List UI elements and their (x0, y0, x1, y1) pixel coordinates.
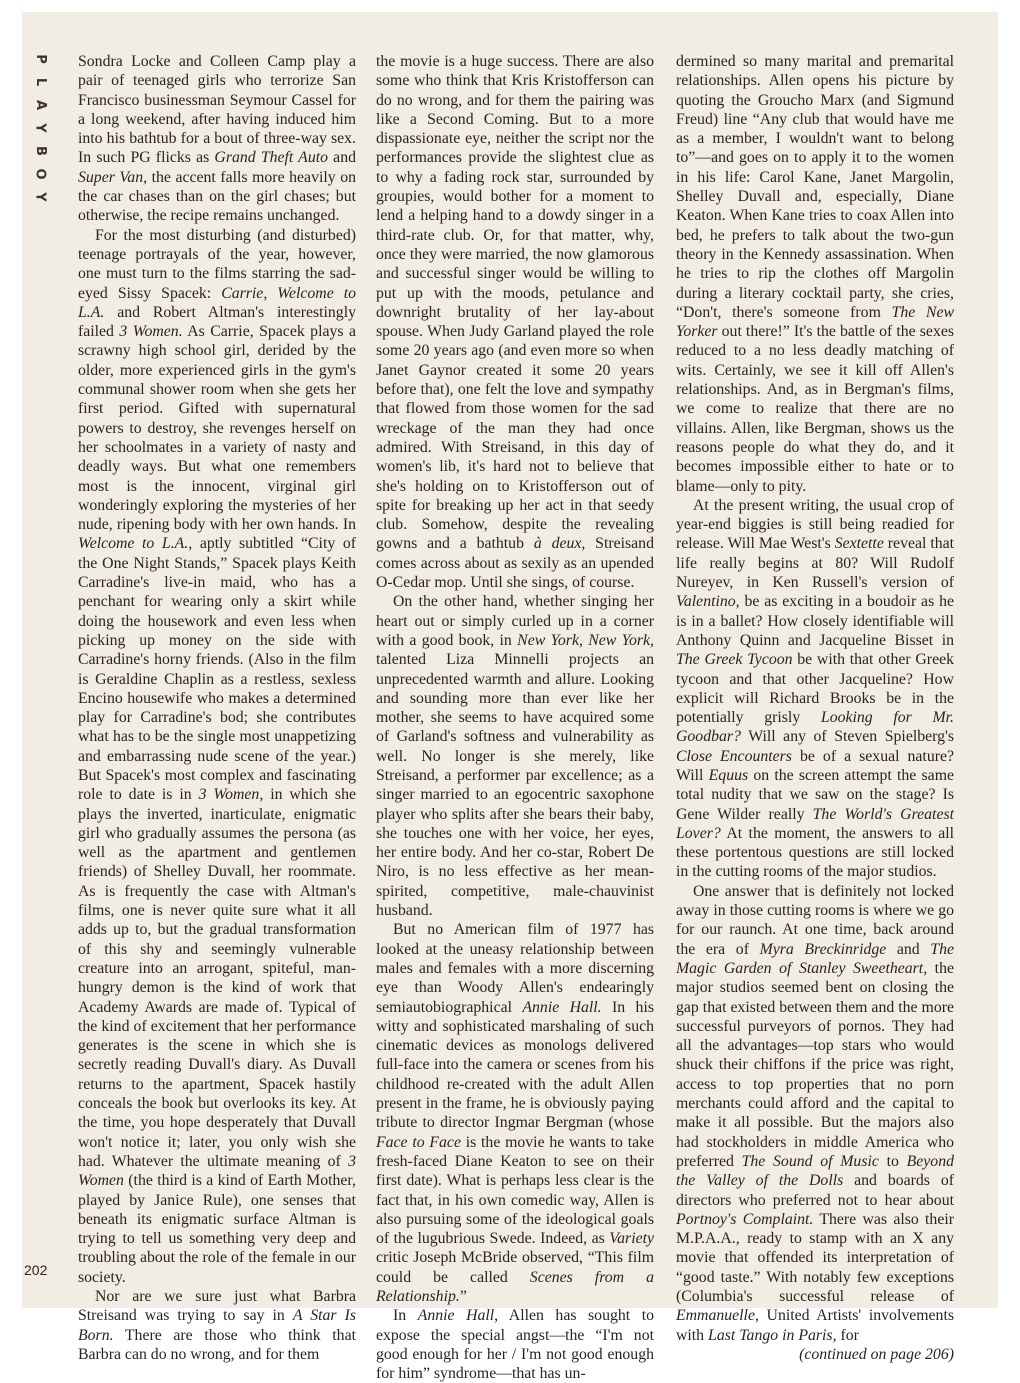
text-run: But no American film of 1977 has looked at the uneasy relationship between males and females with a more discerning eye than Woody Allen's endearingly semiautobiographical (376, 921, 654, 1016)
text-run: Allen has sought to expose the special angst—the “I'm not good enough for her / I'm not good enough for him” syndrome—that has un- (376, 1307, 654, 1383)
text-run: Streisand comes across about as sexily as an upended O-Cedar mop. Until she sings, of course. (376, 535, 654, 592)
italic-title: Myra Breckinridge (759, 940, 887, 958)
text-run: (the third is a kind of Earth Mother, played by Janice Rule), one senses that beneath its enigmatic surface Altman is trying to tell us something very deep and troubling about the role of the female in our society. (78, 1172, 356, 1286)
italic-title: Face to Face (376, 1133, 461, 1151)
text-run: Sondra Locke and Colleen Camp play a pair of teenaged girls who terrorize San Francisco businessman Seymour Cassel for a long weekend, after having induced him into his bathtub for a bout of three-way sex. In such PG flicks as (78, 53, 356, 167)
italic-title: Looking for Mr. Goodbar? (676, 709, 954, 746)
text-run: be with that other Greek tycoon and that other Jacqueline? How explicit will Richard Brooks be in the potentially grisly (676, 651, 954, 727)
text-run: United Artists' involvements with (676, 1307, 954, 1344)
italic-title: Scenes from a Relationship. (376, 1268, 654, 1305)
article-paragraph (376, 920, 654, 1306)
text-run: In (393, 1307, 418, 1325)
italic-title: Grand Theft Auto (214, 149, 329, 167)
text-run: There was also their M.P.A.A., ready to stamp with an X any movie that offended its interpretation of “good taste.” With notably few exceptions (Columbia's successful release of (676, 1210, 954, 1305)
italic-title: 3 Women, (198, 786, 264, 804)
masthead-letter: O (33, 168, 48, 180)
italic-title: Super Van, (78, 168, 148, 186)
text-run: Nor are we sure just what Barbra Streisand was trying to say in (78, 1288, 356, 1325)
italic-title: Emmanuelle, (676, 1307, 759, 1325)
masthead-letter: P (33, 54, 48, 64)
article-paragraph (676, 496, 954, 882)
playboy-masthead (30, 52, 50, 204)
text-run: the movie is a huge success. There are also some who think that Kris Kristofferson can do no wrong, and for them the pairing was like a Second Coming. But to a more dispassionate eye, neither the script nor the performances provide the slightest clue as to why a fading rock star, surrounded by groupies, would bother for a moment to lend a helping hand to a dowdy singer in a third-rate club. Or, for that matter, why, once they were married, the now glamorous and successful singer would be willing to put up with the moods, petulance and downright brutality of her lay-about spouse. When Judy Garland played the role some 20 years ago (and even more so when Janet Gaynor created it some 20 years before that), one felt the love and sympathy that flowed from those women for the sad wreckage of the man they had once admired. With Streisand, in this day of women's lib, it's hard not to believe that she's holding on to Kristofferson out of spite for breaking up her act in that seedy club. Somehow, despite the revealing gowns and a bathtub (376, 53, 654, 553)
text-run: At the present writing, the usual crop of year-end biggies is still being readied for release. Will Mae West's (676, 496, 954, 553)
article-paragraph (78, 52, 356, 226)
italic-title: Portnoy's Complaint. (676, 1210, 814, 1228)
article-paragraph (376, 592, 654, 920)
text-run: and (886, 940, 931, 958)
italic-title: The New Yorker (676, 303, 955, 341)
text-run: the major studios seemed bent on closing the gap that existed between them and the more successful purveyors of pornos. They had all the advantages—top stars who would shuck their chiffons if the price was right, access to top properties that no porn merchants could afford and the capital to make it all possible. But the majors also had stockholders in middle America who preferred (676, 959, 954, 1170)
italic-title: Welcome to L.A., (78, 535, 193, 553)
text-run: to (878, 1152, 907, 1170)
text-run: Will any of Steven Spielberg's (740, 728, 954, 746)
article-column-2 (376, 52, 654, 1383)
continued-jump-line: (continued on page 206) (799, 1345, 954, 1363)
italic-title: 3 Women. (119, 323, 183, 341)
text-run: be as exciting in a boudoir as he is in a ballet? How closely identifiable will Anthony Quinn and Jacqueline Bisset in (676, 593, 954, 649)
article-paragraph (78, 1287, 356, 1364)
text-run: talented Liza Minnelli projects an unprecedented warmth and allure. Looking and sounding more than ever like her mother, she seems to have acquired some of Garland's softness and vulnerability as well. No longer is she merely, like Streisand, a performer par excellence; as a singer married to an egocentric saxophone player who splits after she bears their baby, she touches one with her voice, her eyes, her entire body. And her co-star, Robert De Niro, is no less effective as her mean-spirited, competitive, male-chauvinist husband. (376, 651, 654, 920)
text-run: ” (459, 1288, 467, 1305)
text-run: be of a sexual nature? Will (676, 747, 954, 784)
text-run: As Carrie, Spacek plays a scrawny high school girl, derided by the older, more experienced girls in the gym's communal shower room when she gets her first period. Gifted with supernatural powers to destroy, she revenges herself on her schoolmates in a variety of nasty and deadly ways. But what one remembers most is the innocent, virginal girl wonderingly exploring the mysteries of her nude, ripening body with her own hands. In (78, 323, 356, 534)
text-run: on the screen attempt the same total nudity that we saw on the stage? Is Gene Wilder really (676, 766, 954, 823)
article-paragraph (376, 1306, 654, 1383)
text-run: for (836, 1326, 859, 1344)
text-run: and (328, 149, 356, 167)
text-run: aptly subtitled “City of the One Night Stands,” Spacek plays Keith Carradine's live-in maid, who has a penchant for wearing only a skirt while doing the housework and even less when picking up money on the side with Carradine's horny friends. (Also in the film is Geraldine Chaplin as a restless, sexless Encino housewife who makes a determined play for Carradine's bod; she contributes what has to be the single most unappetizing and embarrassing nude scene of the year.) But Spacek's most complex and fascinating role to date is in (78, 535, 356, 804)
masthead-letter: B (32, 146, 48, 156)
italic-title: Equus (708, 766, 749, 784)
italic-title: The World's Greatest Lover? (676, 805, 954, 842)
text-run: For the most disturbing (and disturbed) teenage portrayals of the year, however, one must turn to the films starring the sad-eyed Sissy Spacek: (78, 226, 356, 302)
italic-title: A Star Is Born. (78, 1307, 356, 1344)
italic-title: The Magic Garden of Stanley Sweetheart, (676, 940, 954, 977)
italic-title: Sextette (834, 535, 884, 553)
italic-title: New York, New York, (517, 631, 654, 649)
text-run: and Robert Altman's interestingly failed (78, 303, 356, 341)
article-column-1 (78, 52, 356, 1364)
italic-title: Last Tango in Paris, (708, 1326, 837, 1344)
italic-title: à deux, (533, 535, 586, 553)
text-run: One answer that is definitely not locked away in those cutting rooms is where we go for our raunch. At one time, back around the era of (676, 882, 954, 958)
masthead-letter: L (32, 77, 48, 87)
text-run: the accent falls more heavily on the car chases than on the girl chases; but otherwise, the recipe remains unchanged. (78, 168, 356, 225)
italic-title: Annie Hall, (417, 1307, 499, 1325)
article-paragraph (376, 52, 654, 592)
text-run: In his witty and sophisticated marshaling of such cinematic devices as monologs delivered full-face into the camera or scenes from his childhood re-created with the adult Allen present in the frame, he is obviously paying tribute to director Ingmar Bergman (whose (376, 998, 654, 1132)
article-column-3 (676, 52, 954, 1364)
text-run: critic Joseph McBride observed, “This film could be called (376, 1249, 654, 1286)
masthead-letter: Y (32, 123, 48, 133)
article-paragraph (78, 226, 356, 1287)
italic-title: Valentino, (676, 593, 740, 611)
text-run: and boards of directors who preferred not to hear about (676, 1172, 955, 1209)
text-run: in which she plays the inverted, inarticulate, enigmatic girl who gradually assumes the persona (as well as the apartment and gentlemen friends) of Shelley Duvall, her roommate. As is frequently the case with Altman's films, one is never quite sure what it all adds up to, but the gradual transformation of this shy and seemingly vulnerable creature into an arrogant, spiteful, man-hungry demon is the kind of work that Academy Awards are made of. Typical of the kind of excitement that her performance generates is the scene in which she is secretly reading Duvall's diary. As Duvall returns to the apartment, Spacek hastily conceals the book but overlooks its key. At the time, you hope desperately that Duvall won't notice it; later, you only wish she had. Whatever the ultimate meaning of (78, 786, 356, 1170)
masthead-letter: A (33, 99, 48, 111)
article-paragraph (676, 52, 954, 496)
text-run: dermined so many marital and premarital relationships. Allen opens his picture by quoting the Groucho Marx (and Sigmund Freud) line “Any club that would have me as a member, I wouldn't want to belong to”—and goes on to apply it to the women in his life: Carol Kane, Janet Margolin, Shelley Duvall and, especially, Diane Keaton. When Kane tries to coax Allen into bed, he prefers to talk about the two-gun theory in the Kennedy assassination. When he tries to rip the clothes off Margolin during a literary cocktail party, she cries, “Don't, there's someone from (676, 53, 954, 321)
text-run: out there!” It's the battle of the sexes reduced to a no less deadly matching of wits. Certainly, we see it kill off Allen's relationships. And, as in Bergman's films, we come to realize that there are no villains. Allen, like Bergman, shows us the reasons people do what they do, and it becomes impossible either to hate or to blame—only to pity. (676, 323, 954, 495)
italic-title: Annie Hall. (522, 998, 602, 1016)
italic-title: Close Encounters (676, 747, 792, 765)
text-run: There are those who think that Barbra can do no wrong, and for them (78, 1326, 356, 1363)
masthead-letter: Y (32, 192, 48, 202)
text-run: reveal that life really begins at 80? Will Rudolf Nureyev, in Ken Russell's version of (676, 535, 955, 592)
text-run: is the movie he wants to take fresh-faced Diane Keaton to see on their first date). What is perhaps less clear is the fact that, in his own comedic way, Allen is also pursuing some of the ideological goals of the lugubrious Swede. Indeed, as (376, 1133, 655, 1248)
italic-title: 3 Women (78, 1152, 356, 1190)
text-run: At the moment, the answers to all these portentous questions are still locked in the cutting rooms of the major studios. (676, 824, 954, 881)
italic-title: Beyond the Valley of the Dolls (676, 1152, 954, 1190)
text-run: On the other hand, whether singing her heart out or simply curled up in a corner with a good book, in (376, 593, 654, 649)
italic-title: The Sound of Music (741, 1152, 879, 1170)
italic-title: Variety (609, 1230, 654, 1248)
article-paragraph (676, 882, 954, 1345)
italic-title: Carrie, Welcome to L.A. (78, 284, 356, 321)
italic-title: The Greek Tycoon (676, 651, 793, 669)
page-number: 202 (24, 1262, 48, 1278)
magazine-page (22, 12, 998, 1383)
